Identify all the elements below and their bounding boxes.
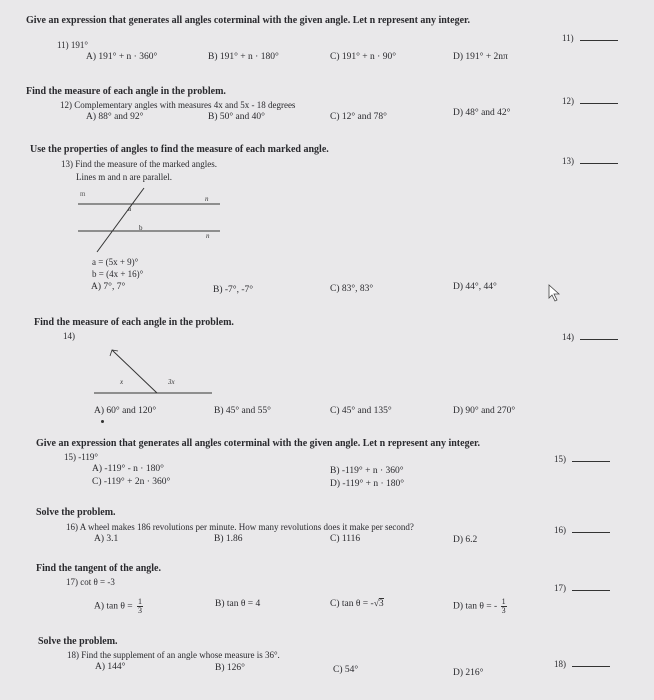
q14-instructions: Find the measure of each angle in the problem.	[34, 317, 234, 328]
q18-instructions: Solve the problem.	[38, 636, 118, 647]
q12-choice-d[interactable]: D) 48° and 42°	[453, 108, 511, 118]
q12-choice-a[interactable]: A) 88° and 92°	[86, 112, 144, 122]
q14-choice-d[interactable]: D) 90° and 270°	[453, 406, 516, 416]
q17-choice-d-prefix: D) tan θ = -	[453, 601, 498, 612]
q17-choice-b[interactable]: B) tan θ = 4	[215, 599, 261, 609]
q12-instructions: Find the measure of each angle in the problem.	[26, 86, 226, 97]
q13-choice-a[interactable]: A) 7°, 7°	[91, 282, 126, 292]
q15-instructions: Give an expression that generates all angles coterminal with the given angle. Let n represent any integer.	[36, 438, 481, 449]
q18-choice-b[interactable]: B) 126°	[215, 663, 245, 673]
q17-a-numerator: 1	[138, 597, 143, 606]
q11-instructions: Give an expression that generates all angles coterminal with the given angle. Let n represent any integer.	[26, 15, 471, 26]
q13-eq-b: b = (4x + 16)°	[92, 269, 144, 279]
q12-choice-c[interactable]: C) 12° and 78°	[330, 112, 387, 122]
q18-choice-a[interactable]: A) 144°	[95, 662, 126, 672]
q15-blank-line[interactable]	[572, 452, 610, 462]
q15-choice-c[interactable]: C) -119° + 2n · 360°	[92, 477, 171, 487]
label-a: a	[128, 205, 132, 213]
q13-instructions: Use the properties of angles to find the measure of each marked angle.	[30, 144, 329, 155]
q17-instructions: Find the tangent of the angle.	[36, 563, 161, 574]
q15-prompt: 15) -119°	[64, 452, 99, 462]
q11-choice-c[interactable]: C) 191° + n · 90°	[330, 52, 396, 62]
q18-choice-d[interactable]: D) 216°	[453, 668, 484, 678]
q15-blank-label: 15)	[554, 454, 566, 464]
q13-choice-c[interactable]: C) 83°, 83°	[330, 284, 374, 294]
q12-choice-b[interactable]: B) 50° and 40°	[208, 112, 265, 122]
q14-prompt: 14)	[63, 331, 75, 341]
label-m: m	[80, 190, 86, 198]
q15-choice-b[interactable]: B) -119° + n · 360°	[330, 466, 404, 476]
q17-choice-c[interactable]	[330, 599, 384, 609]
q13-choice-b[interactable]: B) -7°, -7°	[213, 285, 254, 295]
q14-blank-label: 14)	[562, 332, 574, 342]
q16-choice-a[interactable]: A) 3.1	[94, 534, 119, 544]
q11-choice-d[interactable]: D) 191° + 2nπ	[453, 52, 508, 62]
q17-blank-line[interactable]	[572, 581, 610, 591]
q16-answer-blank[interactable]	[554, 523, 610, 536]
q11-blank-label: 11)	[562, 33, 574, 43]
q17-d-denominator: 3	[501, 606, 506, 615]
q14-choice-c[interactable]: C) 45° and 135°	[330, 406, 392, 416]
label-3x: 3x	[168, 378, 175, 386]
q17-c-radicand: 3	[378, 599, 384, 609]
q18-blank-label: 18)	[554, 659, 566, 669]
label-x: x	[120, 378, 124, 386]
q14-choice-b[interactable]: B) 45° and 55°	[214, 406, 271, 416]
q12-blank-label: 12)	[562, 96, 574, 106]
q11-choice-b[interactable]: B) 191° + n · 180°	[208, 52, 279, 62]
q17-choice-a-fraction	[137, 598, 143, 615]
q13-choice-d[interactable]: D) 44°, 44°	[453, 282, 497, 292]
q17-choice-d-fraction	[501, 598, 507, 615]
sqrt-icon: √	[373, 599, 379, 609]
q17-a-denominator: 3	[138, 606, 143, 615]
q14-ray	[112, 350, 157, 393]
q16-choice-d[interactable]: D) 6.2	[453, 535, 478, 545]
label-n-bottom: n	[206, 232, 210, 240]
q16-choice-c[interactable]: C) 1116	[330, 534, 361, 544]
q17-d-numerator: 1	[501, 597, 506, 606]
q18-blank-line[interactable]	[572, 657, 610, 667]
q16-blank-label: 16)	[554, 525, 566, 535]
q18-choice-c[interactable]: C) 54°	[333, 665, 359, 675]
q16-blank-line[interactable]	[572, 523, 610, 533]
q12-prompt: 12) Complementary angles with measures 4x and 5x - 18 degrees	[60, 100, 296, 110]
q15-answer-blank[interactable]	[554, 452, 610, 465]
selection-dot	[101, 420, 104, 423]
q17-choice-a-prefix: A) tan θ =	[94, 601, 133, 612]
q13-blank-label: 13)	[562, 156, 574, 166]
q18-answer-blank[interactable]	[554, 657, 610, 670]
label-n-top: n	[205, 195, 209, 203]
q13-note: Lines m and n are parallel.	[76, 172, 172, 182]
q11-prompt: 11) 191°	[57, 40, 89, 50]
q17-choice-a[interactable]	[94, 598, 143, 615]
q14-choice-a[interactable]: A) 60° and 120°	[94, 406, 157, 416]
q13-prompt: 13) Find the measure of the marked angles.	[61, 159, 217, 169]
q13-eq-a: a = (5x + 9)°	[92, 257, 139, 267]
q17-answer-blank[interactable]	[554, 581, 610, 594]
q17-blank-label: 17)	[554, 583, 566, 593]
label-b: b	[139, 224, 143, 232]
q16-prompt: 16) A wheel makes 186 revolutions per minute. How many revolutions does it make per second?	[66, 522, 414, 532]
q16-choice-b[interactable]: B) 1.86	[214, 534, 243, 544]
q17-choice-d[interactable]	[453, 598, 507, 615]
q11-choice-a[interactable]: A) 191° + n · 360°	[86, 52, 158, 62]
q16-instructions: Solve the problem.	[36, 507, 116, 518]
q15-choice-d[interactable]: D) -119° + n · 180°	[330, 479, 405, 489]
q17-prompt: 17) cot θ = -3	[66, 577, 115, 587]
q15-choice-a[interactable]: A) -119° - n · 180°	[92, 464, 164, 474]
q18-prompt: 18) Find the supplement of an angle whose measure is 36°.	[67, 650, 280, 660]
q17-choice-c-prefix: C) tan θ = -	[330, 599, 374, 609]
